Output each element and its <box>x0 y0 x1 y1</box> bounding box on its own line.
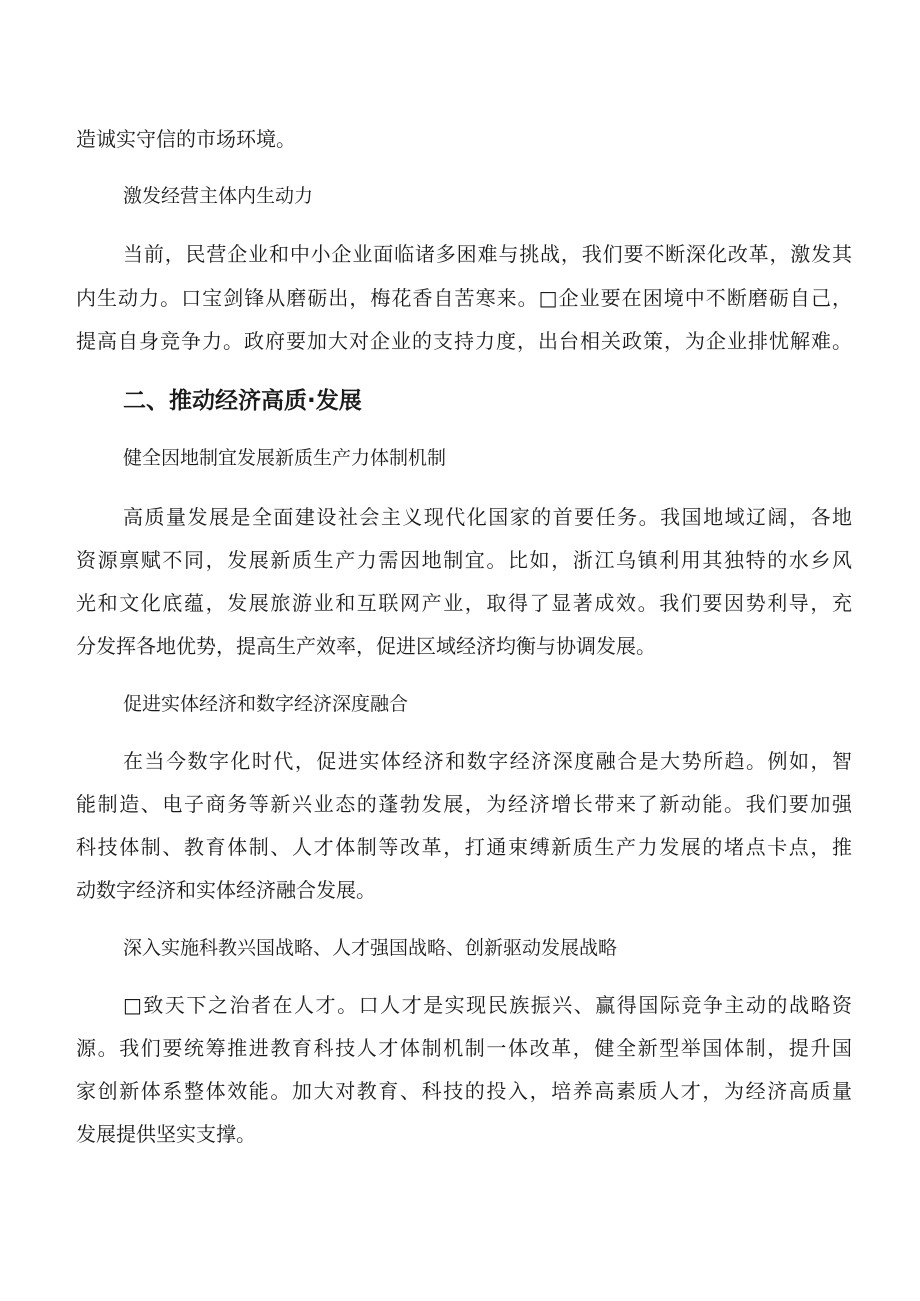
section-subheading: 深入实施科教兴国战略、人才强国战略、创新驱动发展战略 <box>123 937 618 959</box>
paragraph-line: 家创新体系整体效能。加大对教育、科技的投入，培养高素质人才，为经济高质量 <box>76 1079 852 1103</box>
paragraph-line: □致天下之治者在人才。口人才是实现民族振兴、赢得国际竞争主动的战略资 <box>123 993 852 1017</box>
paragraph-line: 分发挥各地优势，提高生产效率，促进区域经济均衡与协调发展。 <box>76 634 656 658</box>
paragraph-line: 在当今数字化时代，促进实体经济和数字经济深度融合是大势所趋。例如，智 <box>123 749 852 773</box>
paragraph-line: 提高自身竞争力。政府要加大对企业的支持力度，出台相关政策，为企业排忧解难。 <box>76 329 852 353</box>
paragraph-line: 科技体制、教育体制、人才体制等改革，打通束缚新质生产力发展的堵点卡点，推 <box>76 835 852 859</box>
paragraph-line: 高质量发展是全面建设社会主义现代化国家的首要任务。我国地域辽阔，各地 <box>123 505 852 529</box>
paragraph-line: 光和文化底蕴，发展旅游业和互联网产业，取得了显著成效。我们要因势利导，充 <box>76 591 852 615</box>
paragraph-line: 当前，民营企业和中小企业面临诸多困难与挑战，我们要不断深化改革，激发其 <box>123 242 852 266</box>
section-subheading: 健全因地制宜发展新质生产力体制机制 <box>123 447 447 469</box>
paragraph-line: 造诚实守信的市场环境。 <box>76 127 296 151</box>
section-subheading: 激发经营主体内生动力 <box>123 185 314 207</box>
section-heading: 二、推动经济高质·发展 <box>123 388 362 414</box>
paragraph-line: 资源禀赋不同，发展新质生产力需因地制宜。比如，浙江乌镇利用其独特的水乡风 <box>76 548 852 572</box>
paragraph-line: 动数字经济和实体经济融合发展。 <box>76 878 376 902</box>
paragraph-line: 发展提供坚实支撑。 <box>76 1122 256 1146</box>
paragraph-line: 源。我们要统筹推进教育科技人才体制机制一体改革，健全新型举国体制，提升国 <box>76 1036 852 1060</box>
paragraph-line: 能制造、电子商务等新兴业态的蓬勃发展，为经济增长带来了新动能。我们要加强 <box>76 792 852 816</box>
paragraph-line: 内生动力。口宝剑锋从磨砺出，梅花香自苦寒来。□企业要在困境中不断磨砺自己， <box>76 286 852 310</box>
section-subheading: 促进实体经济和数字经济深度融合 <box>123 693 409 715</box>
